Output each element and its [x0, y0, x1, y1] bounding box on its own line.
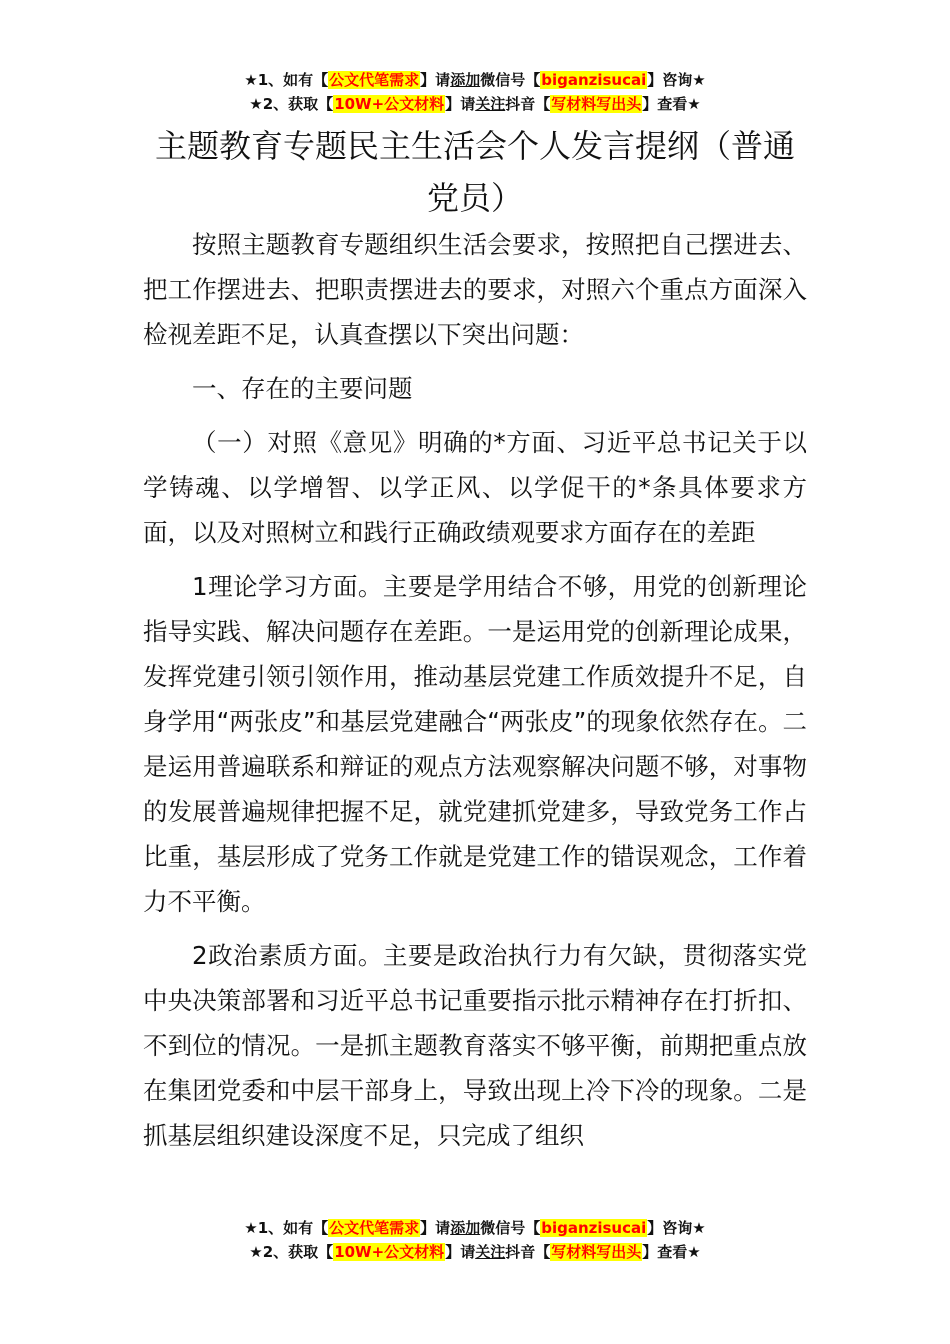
- banner-line-2: [0, 1240, 950, 1264]
- banner-text: 】咨询★: [647, 1219, 706, 1237]
- banner-text: ★2、获取【: [249, 95, 334, 113]
- banner-line-1: [0, 68, 950, 92]
- banner-underlined: 添加: [450, 71, 481, 89]
- banner-text: 】请: [420, 1219, 451, 1237]
- banner-underlined: 添加: [450, 1219, 481, 1237]
- document-body: [143, 222, 807, 1167]
- header-banner: [0, 68, 950, 116]
- banner-text: 】请: [445, 1243, 476, 1261]
- banner-text: 】咨询★: [647, 71, 706, 89]
- banner-highlight: 写材料写出头: [551, 1243, 642, 1261]
- banner-text: 】查看★: [642, 1243, 701, 1261]
- banner-highlight: 10W+公文材料: [334, 95, 445, 113]
- banner-highlight: 写材料写出头: [551, 95, 642, 113]
- paragraph-political-quality: 2政治素质方面。主要是政治执行力有欠缺，贯彻落实党中央决策部署和习近平总书记重要指示批示精神存在打折扣、不到位的情况。一是抓主题教育落实不够平衡，前期把重点放在集团党委和中层干部身上，导致出现上冷下冷的现象。二是抓基层组织建设深度不足，只完成了组织: [143, 941, 807, 1150]
- banner-text: 】请: [445, 95, 476, 113]
- section-heading: 一、存在的主要问题: [192, 374, 413, 403]
- banner-highlight: biganzisucai: [541, 71, 647, 89]
- document-title: 主题教育专题民主生活会个人发言提纲（普通党员）: [154, 127, 795, 217]
- banner-text: 】请: [420, 71, 451, 89]
- banner-line-2: [0, 92, 950, 116]
- banner-highlight: biganzisucai: [541, 1219, 647, 1237]
- banner-text: ★1、如有【: [244, 1219, 329, 1237]
- paragraph-intro: 按照主题教育专题组织生活会要求，按照把自己摆进去、把工作摆进去、把职责摆进去的要求，对照六个重点方面深入检视差距不足，认真查摆以下突出问题：: [143, 230, 807, 349]
- banner-line-1: [0, 1216, 950, 1240]
- banner-underlined: 关注: [475, 1243, 506, 1261]
- banner-text: 】查看★: [642, 95, 701, 113]
- banner-text: 微信号【: [480, 1219, 541, 1237]
- banner-text: 抖音【: [505, 1243, 551, 1261]
- banner-highlight: 10W+公文材料: [334, 1243, 445, 1261]
- banner-highlight: 公文代笔需求: [329, 71, 420, 89]
- paragraph-theory-study: 1理论学习方面。主要是学用结合不够，用党的创新理论指导实践、解决问题存在差距。一是运用党的创新理论成果，发挥党建引领引领作用，推动基层党建工作质效提升不足，自身学用“两张皮”和基层党建融合“两张皮”的现象依然存在。二是运用普遍联系和辩证的观点方法观察解决问题不够，对事物的发展普遍规律把握不足，就党建抓党建多，导致党务工作占比重，基层形成了党务工作就是党建工作的错误观念，工作着力不平衡。: [143, 572, 807, 916]
- banner-text: 抖音【: [505, 95, 551, 113]
- banner-text: ★1、如有【: [244, 71, 329, 89]
- footer-banner: [0, 1216, 950, 1264]
- banner-highlight: 公文代笔需求: [329, 1219, 420, 1237]
- banner-underlined: 关注: [475, 95, 506, 113]
- subsection-heading: （一）对照《意见》明确的*方面、习近平总书记关于以学铸魂、以学增智、以学正风、以学促干的*条具体要求方面，以及对照树立和践行正确政绩观要求方面存在的差距: [143, 428, 807, 547]
- banner-text: 微信号【: [480, 71, 541, 89]
- banner-text: ★2、获取【: [249, 1243, 334, 1261]
